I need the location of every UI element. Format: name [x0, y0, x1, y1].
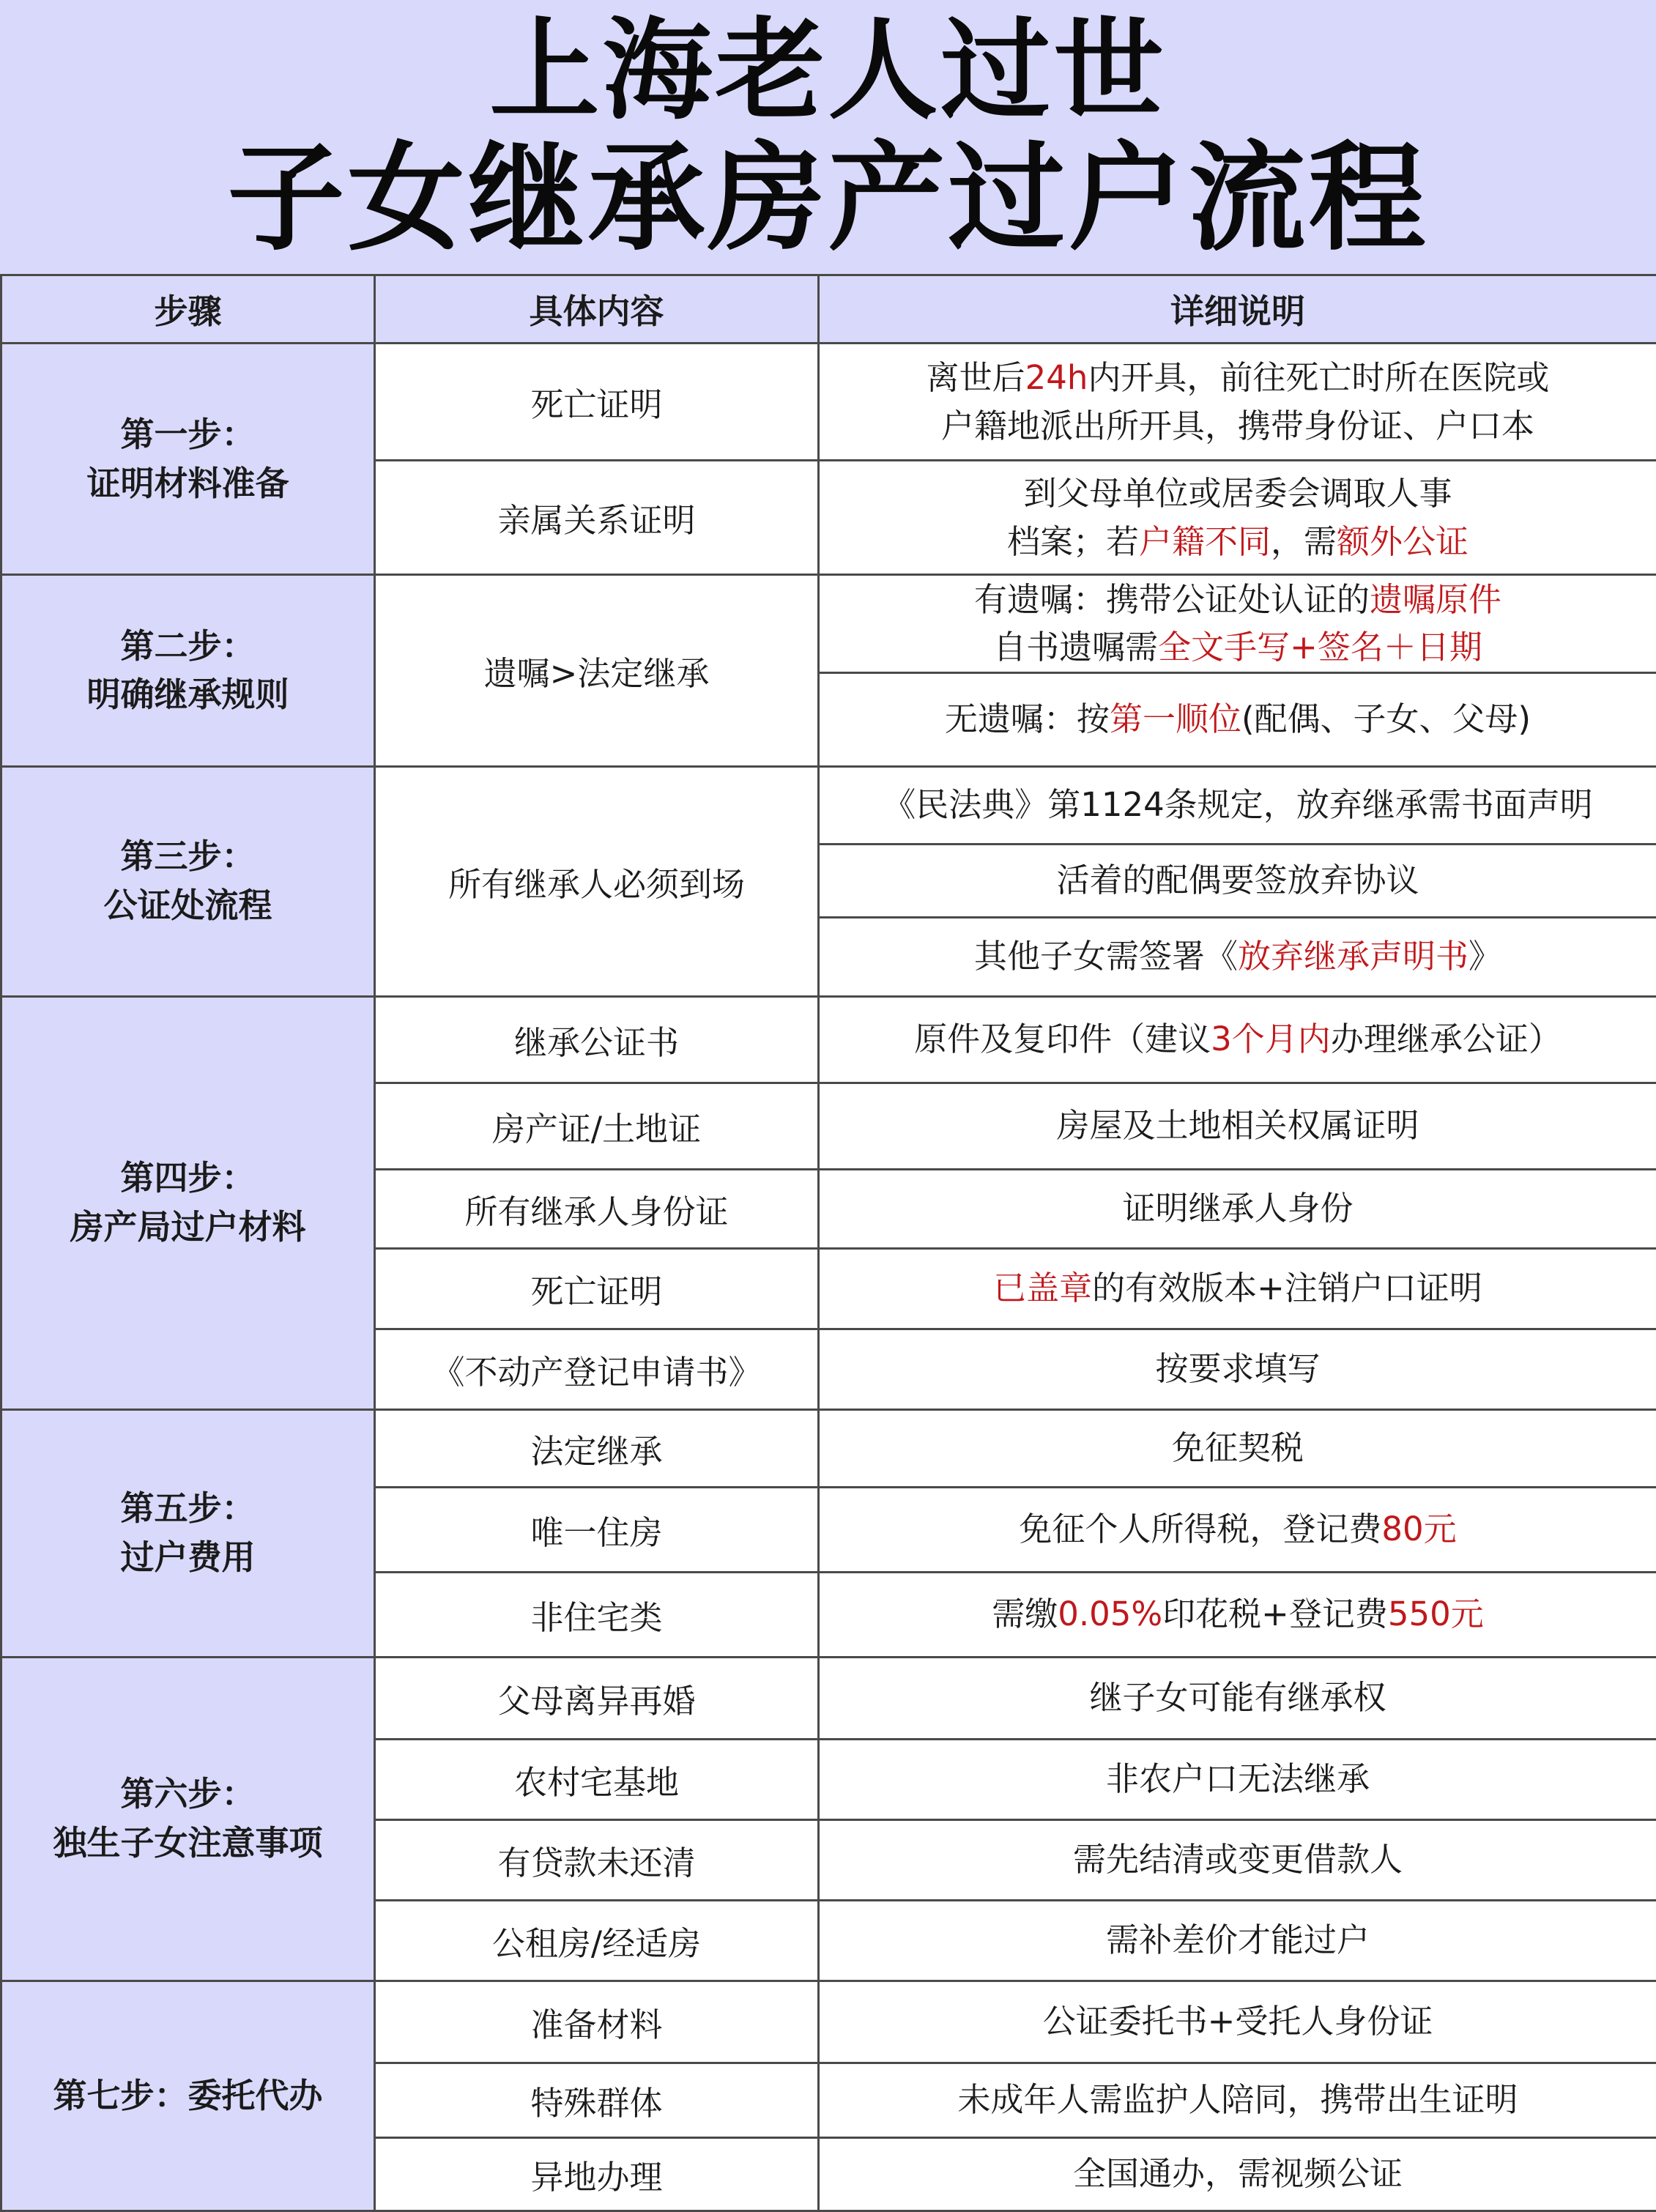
detail-line: [834, 1836, 1641, 1883]
detail-text: 需补差价才能过户: [1106, 1920, 1370, 1959]
highlighted-text: 户籍不同: [1139, 522, 1271, 561]
step-label-cell: [1, 996, 375, 1409]
detail-text: 免征契税: [1172, 1428, 1304, 1467]
detail-line: [834, 1916, 1641, 1964]
detail-cell: [819, 2137, 1656, 2211]
detail-text: 按要求填写: [1155, 1349, 1320, 1388]
detail-text: 证明继承人身份: [1122, 1189, 1353, 1228]
step-label-cell: [1, 575, 375, 767]
detail-cell: [819, 1487, 1656, 1572]
detail-text: 需缴: [992, 1595, 1058, 1633]
detail-line: [834, 2150, 1641, 2197]
table-row: [1, 344, 1656, 461]
detail-text: 的有效版本+注销户口证明: [1092, 1269, 1482, 1307]
detail-text: 其他子女需签署《: [974, 937, 1238, 976]
detail-text: 原件及复印件（建议: [914, 1020, 1211, 1058]
table-header-row: [1, 275, 1656, 344]
detail-cell: [819, 1819, 1656, 1900]
step-title: 房产局过户材料: [17, 1203, 359, 1252]
highlighted-text: 550元: [1388, 1595, 1484, 1633]
detail-text: 有遗嘱：携带公证处认证的: [974, 580, 1370, 619]
detail-line: [834, 1997, 1641, 2045]
detail-text: 免征个人所得税，登记费: [1019, 1510, 1381, 1548]
detail-text: 活着的配偶要签放弃协议: [1056, 861, 1419, 899]
step-label-cell: [1, 1657, 375, 1981]
detail-text: 需先结清或变更借款人: [1073, 1840, 1403, 1879]
detail-text: 印花税+登记费: [1162, 1595, 1388, 1633]
content-item-cell: 所有继承人必须到场: [375, 766, 819, 996]
detail-line: [834, 2076, 1641, 2123]
detail-line: [834, 1102, 1641, 1149]
header-detail: 详细说明: [819, 275, 1656, 344]
detail-text: 全国通办，需视频公证: [1073, 2154, 1403, 2193]
highlighted-text: 遗嘱原件: [1370, 580, 1501, 619]
process-table: [0, 274, 1656, 2212]
step-number: 第二步：: [17, 622, 359, 671]
step-label-cell: [1, 766, 375, 996]
step-number: 第一步：: [17, 410, 359, 459]
detail-cell: [819, 1083, 1656, 1169]
detail-text: 自书遗嘱需: [993, 628, 1158, 667]
content-item-cell: 非住宅类: [375, 1572, 819, 1657]
content-item-cell: 公租房/经适房: [375, 1900, 819, 1981]
header-content: 具体内容: [375, 275, 819, 344]
table-row: [1, 996, 1656, 1083]
content-item-cell: 法定继承: [375, 1409, 819, 1487]
detail-line: [834, 354, 1641, 401]
detail-text: 到父母单位或居委会调取人事: [1023, 474, 1452, 513]
content-item-cell: 所有继承人身份证: [375, 1169, 819, 1248]
content-item-cell: 遗嘱>法定继承: [375, 575, 819, 767]
detail-line: [834, 781, 1641, 828]
detail-line: [834, 518, 1641, 565]
detail-line: [834, 470, 1641, 517]
content-item-cell: 死亡证明: [375, 344, 819, 461]
detail-cell: [819, 1329, 1656, 1409]
content-item-cell: 继承公证书: [375, 996, 819, 1083]
detail-line: [834, 1755, 1641, 1803]
detail-cell: [819, 1981, 1656, 2063]
detail-cell: [819, 917, 1656, 996]
detail-line: [834, 1345, 1641, 1392]
highlighted-text: 24h: [1025, 358, 1088, 397]
detail-text: 继子女可能有继承权: [1089, 1678, 1386, 1717]
detail-cell: [819, 461, 1656, 575]
step-label-cell: [1, 1409, 375, 1657]
detail-cell: [819, 1169, 1656, 1248]
step-label-cell: [1, 1981, 375, 2211]
table-row: [1, 1981, 1656, 2063]
highlighted-text: 额外公证: [1337, 522, 1469, 561]
detail-cell: [819, 1900, 1656, 1981]
detail-text: 离世后: [927, 358, 1025, 397]
highlighted-text: 0.05%: [1058, 1595, 1162, 1633]
table-row: [1, 1657, 1656, 1739]
detail-line: [834, 1590, 1641, 1638]
detail-line: [834, 1674, 1641, 1721]
detail-cell: [819, 1248, 1656, 1329]
highlighted-text: 3个月内: [1211, 1020, 1331, 1058]
detail-text: 户籍地派出所开具，携带身份证、户口本: [941, 407, 1534, 445]
content-item-cell: 《不动产登记申请书》: [375, 1329, 819, 1409]
step-number: 第四步：: [17, 1154, 359, 1203]
detail-cell: [819, 1409, 1656, 1487]
content-item-cell: 死亡证明: [375, 1248, 819, 1329]
highlighted-text: 80元: [1381, 1510, 1456, 1548]
detail-cell: [819, 996, 1656, 1083]
content-item-cell: 准备材料: [375, 1981, 819, 2063]
highlighted-text: 第一顺位: [1110, 699, 1241, 738]
detail-cell: [819, 344, 1656, 461]
step-title: 独生子女注意事项: [17, 1819, 359, 1868]
detail-text: 未成年人需监护人陪同，携带出生证明: [957, 2080, 1518, 2119]
detail-line: [834, 576, 1641, 623]
detail-text: (配偶、子女、父母): [1241, 699, 1531, 738]
table-row: [1, 766, 1656, 844]
detail-line: [834, 1184, 1641, 1232]
highlighted-text: 全文手写+签名＋日期: [1158, 628, 1482, 667]
detail-text: 》: [1469, 937, 1501, 976]
content-item-cell: 亲属关系证明: [375, 461, 819, 575]
content-item-cell: 农村宅基地: [375, 1739, 819, 1819]
detail-text: 内开具，前往死亡时所在医院或: [1088, 358, 1549, 397]
detail-cell: [819, 844, 1656, 917]
detail-line: [834, 1264, 1641, 1312]
step-number: 第六步：: [17, 1770, 359, 1819]
step-title: 证明材料准备: [17, 459, 359, 508]
content-item-cell: 有贷款未还清: [375, 1819, 819, 1900]
detail-cell: [819, 1739, 1656, 1819]
step-number: 第五步：: [17, 1484, 359, 1533]
highlighted-text: 放弃继承声明书: [1238, 937, 1469, 976]
title-banner: [0, 0, 1656, 274]
detail-text: 房屋及土地相关权属证明: [1056, 1106, 1419, 1145]
detail-line: [834, 1424, 1641, 1471]
header-step: 步骤: [1, 275, 375, 344]
detail-line: [834, 695, 1641, 743]
detail-text: 《民法典》第1124条规定，放弃继承需书面声明: [883, 785, 1593, 824]
detail-cell: [819, 672, 1656, 766]
step-title: 过户费用: [17, 1533, 359, 1582]
detail-line: [834, 1015, 1641, 1063]
detail-text: 档案；若: [1007, 522, 1139, 561]
detail-cell: [819, 1657, 1656, 1739]
detail-cell: [819, 766, 1656, 844]
table-row: [1, 575, 1656, 673]
detail-text: 非农户口无法继承: [1106, 1759, 1370, 1798]
title-line-1: 上海老人过世: [489, 10, 1166, 133]
detail-cell: [819, 575, 1656, 673]
detail-text: 公证委托书+受托人身份证: [1043, 2002, 1433, 2041]
content-item-cell: 父母离异再婚: [375, 1657, 819, 1739]
detail-line: [834, 932, 1641, 980]
detail-text: ，需: [1271, 522, 1337, 561]
content-item-cell: 房产证/土地证: [375, 1083, 819, 1169]
table-row: [1, 1409, 1656, 1487]
title-line-2: 子女继承房产过户流程: [227, 133, 1428, 264]
detail-line: [834, 1505, 1641, 1553]
step-number: 第七步：委托代办: [17, 2071, 359, 2120]
content-item-cell: 唯一住房: [375, 1487, 819, 1572]
table-body: [1, 344, 1656, 2211]
step-title: 明确继承规则: [17, 670, 359, 719]
step-title: 公证处流程: [17, 881, 359, 930]
detail-cell: [819, 1572, 1656, 1657]
step-number: 第三步：: [17, 832, 359, 881]
highlighted-text: 已盖章: [993, 1269, 1092, 1307]
detail-line: [834, 623, 1641, 671]
detail-line: [834, 856, 1641, 904]
detail-line: [834, 402, 1641, 450]
step-label-cell: [1, 344, 375, 575]
content-item-cell: 特殊群体: [375, 2063, 819, 2137]
detail-cell: [819, 2063, 1656, 2137]
detail-text: 办理继承公证）: [1331, 1020, 1562, 1058]
content-item-cell: 异地办理: [375, 2137, 819, 2211]
detail-text: 无遗嘱：按: [945, 699, 1110, 738]
